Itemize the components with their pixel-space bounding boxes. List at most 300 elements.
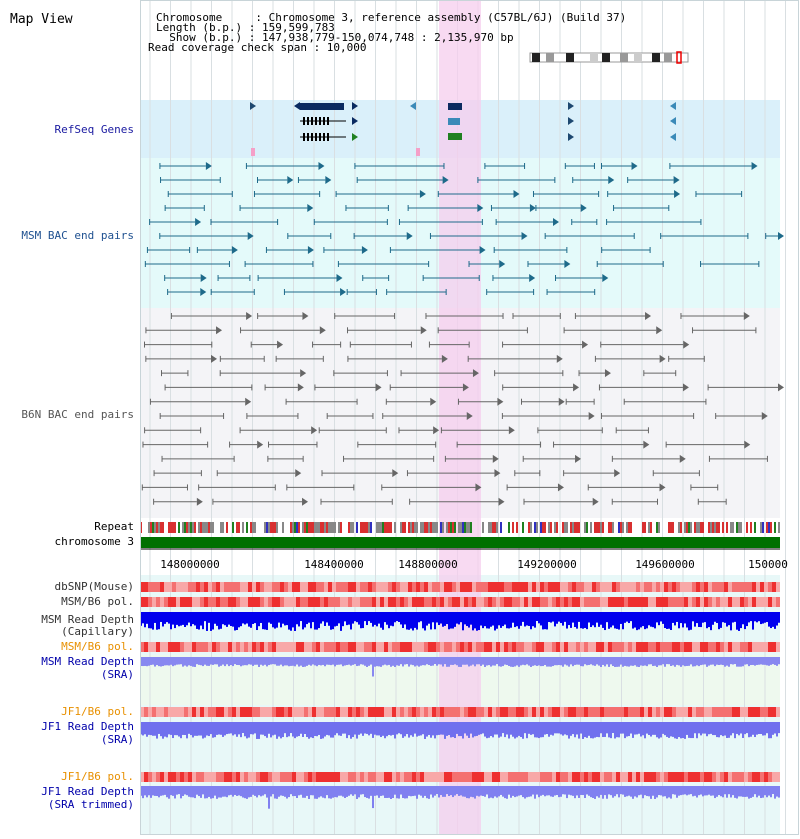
jf1-b6-pol-trim-strip[interactable] bbox=[372, 772, 376, 782]
msm-sra-depth-bar[interactable] bbox=[562, 657, 564, 667]
jf1-trim-depth-bar[interactable] bbox=[764, 786, 766, 795]
jf1-trim-depth-bar[interactable] bbox=[566, 786, 568, 798]
msm-sra-depth-bar[interactable] bbox=[662, 657, 664, 664]
msm-capillary-depth-bar[interactable] bbox=[404, 612, 406, 624]
jf1-b6-pol-trim-strip[interactable] bbox=[664, 772, 668, 782]
msm-capillary-depth-bar[interactable] bbox=[456, 612, 458, 624]
exon[interactable] bbox=[311, 133, 313, 141]
dbsnp-strip[interactable] bbox=[620, 582, 624, 592]
jf1-sra-depth-bar[interactable] bbox=[512, 722, 514, 737]
msm-sra-depth-bar[interactable] bbox=[262, 657, 264, 666]
msm-capillary-depth-bar[interactable] bbox=[190, 612, 192, 626]
msm-b6-pol-sra-strip[interactable] bbox=[236, 642, 240, 652]
jf1-trim-depth-bar[interactable] bbox=[492, 786, 494, 798]
jf1-b6-pol-trim-strip[interactable] bbox=[624, 772, 628, 782]
msm-sra-depth-bar[interactable] bbox=[314, 657, 316, 665]
msm-sra-depth-bar[interactable] bbox=[734, 657, 736, 664]
msm-b6-pol-sra-strip[interactable] bbox=[748, 642, 752, 652]
msm-capillary-depth-bar[interactable] bbox=[676, 612, 678, 622]
msm-b6-pol-strip[interactable] bbox=[648, 597, 652, 607]
jf1-trim-depth-bar[interactable] bbox=[346, 786, 348, 797]
msm-capillary-depth-bar[interactable] bbox=[756, 612, 758, 622]
msm-b6-pol-strip[interactable] bbox=[544, 597, 548, 607]
gene-block[interactable] bbox=[448, 103, 462, 110]
jf1-b6-pol-trim-strip[interactable] bbox=[352, 772, 356, 782]
msm-sra-depth-bar[interactable] bbox=[582, 657, 584, 666]
repeat-feature[interactable] bbox=[426, 522, 428, 533]
jf1-sra-depth-bar[interactable] bbox=[524, 722, 526, 733]
msm-b6-pol-strip[interactable] bbox=[592, 597, 596, 607]
jf1-trim-depth-bar[interactable] bbox=[644, 786, 646, 795]
dbsnp-strip[interactable] bbox=[148, 582, 152, 592]
jf1-b6-pol-strip[interactable] bbox=[228, 707, 232, 717]
jf1-b6-pol-trim-strip[interactable] bbox=[164, 772, 168, 782]
jf1-trim-depth-bar[interactable] bbox=[646, 786, 648, 796]
repeat-feature[interactable] bbox=[378, 522, 380, 533]
jf1-b6-pol-trim-strip[interactable] bbox=[148, 772, 152, 782]
msm-b6-pol-sra-strip[interactable] bbox=[336, 642, 340, 652]
msm-capillary-depth-bar[interactable] bbox=[358, 612, 360, 625]
repeat-feature[interactable] bbox=[602, 522, 604, 533]
msm-b6-pol-sra-strip[interactable] bbox=[620, 642, 624, 652]
jf1-trim-depth-bar[interactable] bbox=[330, 786, 332, 799]
msm-b6-pol-strip[interactable] bbox=[668, 597, 672, 607]
jf1-sra-depth-bar[interactable] bbox=[452, 722, 454, 737]
jf1-b6-pol-trim-strip[interactable] bbox=[760, 772, 764, 782]
jf1-trim-depth-bar[interactable] bbox=[520, 786, 522, 795]
msm-b6-pol-strip[interactable] bbox=[180, 597, 184, 607]
exon[interactable] bbox=[327, 117, 329, 125]
msm-sra-depth-bar[interactable] bbox=[708, 657, 710, 666]
jf1-b6-pol-strip[interactable] bbox=[740, 707, 744, 717]
msm-b6-pol-strip[interactable] bbox=[512, 597, 516, 607]
msm-sra-depth-bar[interactable] bbox=[254, 657, 256, 665]
jf1-sra-depth-bar[interactable] bbox=[420, 722, 422, 735]
msm-b6-pol-strip[interactable] bbox=[596, 597, 600, 607]
msm-b6-pol-sra-strip[interactable] bbox=[348, 642, 352, 652]
msm-capillary-depth-bar[interactable] bbox=[638, 612, 640, 629]
jf1-trim-depth-bar[interactable] bbox=[278, 786, 280, 797]
jf1-trim-depth-bar[interactable] bbox=[198, 786, 200, 796]
msm-capillary-depth-bar[interactable] bbox=[200, 612, 202, 626]
jf1-sra-depth-bar[interactable] bbox=[756, 722, 758, 735]
jf1-trim-depth-bar[interactable] bbox=[672, 786, 674, 794]
msm-sra-depth-bar[interactable] bbox=[674, 657, 676, 667]
msm-capillary-depth-bar[interactable] bbox=[282, 612, 284, 624]
msm-sra-depth-bar[interactable] bbox=[440, 657, 442, 665]
repeat-feature[interactable] bbox=[238, 522, 240, 533]
jf1-sra-depth-bar[interactable] bbox=[250, 722, 252, 734]
msm-b6-pol-sra-strip[interactable] bbox=[452, 642, 456, 652]
jf1-b6-pol-trim-strip[interactable] bbox=[564, 772, 568, 782]
jf1-sra-depth-bar[interactable] bbox=[286, 722, 288, 737]
msm-sra-depth-bar[interactable] bbox=[484, 657, 486, 667]
jf1-b6-pol-strip[interactable] bbox=[148, 707, 152, 717]
msm-sra-depth-bar[interactable] bbox=[596, 657, 598, 664]
msm-sra-depth-bar[interactable] bbox=[386, 657, 388, 665]
msm-b6-pol-strip[interactable] bbox=[384, 597, 388, 607]
msm-sra-depth-bar[interactable] bbox=[188, 657, 190, 665]
msm-sra-depth-bar[interactable] bbox=[328, 657, 330, 665]
jf1-b6-pol-trim-strip[interactable] bbox=[672, 772, 676, 782]
msm-sra-depth-bar[interactable] bbox=[154, 657, 156, 667]
jf1-b6-pol-trim-strip[interactable] bbox=[328, 772, 332, 782]
msm-sra-depth-bar[interactable] bbox=[216, 657, 218, 664]
jf1-b6-pol-strip[interactable] bbox=[764, 707, 768, 717]
jf1-trim-depth-bar[interactable] bbox=[190, 786, 192, 797]
jf1-sra-depth-bar[interactable] bbox=[434, 722, 436, 738]
dbsnp-strip[interactable] bbox=[268, 582, 272, 592]
msm-b6-pol-strip[interactable] bbox=[444, 597, 448, 607]
jf1-sra-depth-bar[interactable] bbox=[384, 722, 386, 738]
msm-b6-pol-strip[interactable] bbox=[708, 597, 712, 607]
jf1-b6-pol-trim-strip[interactable] bbox=[360, 772, 364, 782]
msm-capillary-depth-bar[interactable] bbox=[270, 612, 272, 624]
msm-capillary-depth-bar[interactable] bbox=[464, 612, 466, 624]
msm-sra-depth-bar[interactable] bbox=[718, 657, 720, 665]
msm-capillary-depth-bar[interactable] bbox=[418, 612, 420, 622]
jf1-b6-pol-strip[interactable] bbox=[376, 707, 380, 717]
jf1-trim-depth-bar[interactable] bbox=[282, 786, 284, 796]
repeat-feature[interactable] bbox=[270, 522, 272, 533]
msm-b6-pol-strip[interactable] bbox=[496, 597, 500, 607]
msm-b6-pol-strip[interactable] bbox=[172, 597, 176, 607]
msm-sra-depth-bar[interactable] bbox=[226, 657, 228, 664]
msm-sra-depth-bar[interactable] bbox=[456, 657, 458, 665]
jf1-trim-depth-bar[interactable] bbox=[766, 786, 768, 797]
dbsnp-strip[interactable] bbox=[596, 582, 600, 592]
jf1-trim-depth-bar[interactable] bbox=[214, 786, 216, 796]
msm-b6-pol-sra-strip[interactable] bbox=[564, 642, 568, 652]
jf1-trim-depth-bar[interactable] bbox=[474, 786, 476, 799]
msm-sra-depth-bar[interactable] bbox=[526, 657, 528, 664]
jf1-trim-depth-bar[interactable] bbox=[540, 786, 542, 796]
msm-b6-pol-sra-strip[interactable] bbox=[308, 642, 312, 652]
jf1-b6-pol-trim-strip[interactable] bbox=[320, 772, 324, 782]
jf1-b6-pol-strip[interactable] bbox=[364, 707, 368, 717]
repeat-feature[interactable] bbox=[382, 522, 384, 533]
msm-b6-pol-strip[interactable] bbox=[492, 597, 496, 607]
repeat-feature[interactable] bbox=[716, 522, 718, 533]
msm-b6-pol-strip[interactable] bbox=[584, 597, 588, 607]
jf1-sra-depth-bar[interactable] bbox=[312, 722, 314, 738]
repeat-feature[interactable] bbox=[528, 522, 530, 533]
jf1-trim-depth-bar[interactable] bbox=[326, 786, 328, 795]
jf1-trim-depth-bar[interactable] bbox=[148, 786, 150, 795]
track-label-msm-depth-capillary[interactable]: MSM Read Depth bbox=[41, 613, 134, 626]
repeat-feature[interactable] bbox=[668, 522, 670, 533]
msm-capillary-depth-bar[interactable] bbox=[532, 612, 534, 626]
jf1-trim-depth-bar[interactable] bbox=[184, 786, 186, 794]
msm-sra-depth-bar[interactable] bbox=[664, 657, 666, 667]
msm-capillary-depth-bar[interactable] bbox=[750, 612, 752, 621]
msm-capillary-depth-bar[interactable] bbox=[240, 612, 242, 626]
msm-b6-pol-sra-strip[interactable] bbox=[428, 642, 432, 652]
jf1-b6-pol-trim-strip[interactable] bbox=[444, 772, 448, 782]
exon[interactable] bbox=[303, 117, 305, 125]
jf1-sra-depth-bar[interactable] bbox=[668, 722, 670, 738]
msm-capillary-depth-bar[interactable] bbox=[766, 612, 768, 622]
jf1-trim-depth-bar[interactable] bbox=[670, 786, 672, 799]
msm-capillary-depth-bar[interactable] bbox=[672, 612, 674, 623]
jf1-b6-pol-strip[interactable] bbox=[616, 707, 620, 717]
msm-b6-pol-sra-strip[interactable] bbox=[680, 642, 684, 652]
repeat-feature[interactable] bbox=[562, 522, 564, 533]
jf1-trim-depth-bar[interactable] bbox=[688, 786, 690, 795]
msm-capillary-depth-bar[interactable] bbox=[426, 612, 428, 626]
msm-sra-depth-bar[interactable] bbox=[362, 657, 364, 665]
jf1-b6-pol-trim-strip[interactable] bbox=[304, 772, 308, 782]
msm-b6-pol-sra-strip[interactable] bbox=[536, 642, 540, 652]
msm-b6-pol-sra-strip[interactable] bbox=[420, 642, 424, 652]
msm-b6-pol-sra-strip[interactable] bbox=[472, 642, 476, 652]
dbsnp-strip[interactable] bbox=[316, 582, 320, 592]
dbsnp-strip[interactable] bbox=[524, 582, 528, 592]
jf1-sra-depth-bar[interactable] bbox=[216, 722, 218, 735]
msm-capillary-depth-bar[interactable] bbox=[590, 612, 592, 627]
dbsnp-strip[interactable] bbox=[416, 582, 420, 592]
msm-capillary-depth-bar[interactable] bbox=[502, 612, 504, 626]
msm-sra-depth-bar[interactable] bbox=[280, 657, 282, 665]
chromosome-ideogram[interactable] bbox=[530, 52, 688, 63]
repeat-feature[interactable] bbox=[232, 522, 234, 533]
msm-b6-pol-sra-strip[interactable] bbox=[160, 642, 164, 652]
msm-capillary-depth-bar[interactable] bbox=[732, 612, 734, 623]
jf1-trim-depth-bar[interactable] bbox=[560, 786, 562, 797]
repeat-feature[interactable] bbox=[544, 522, 546, 533]
jf1-b6-pol-trim-strip[interactable] bbox=[572, 772, 576, 782]
jf1-b6-pol-strip[interactable] bbox=[344, 707, 348, 717]
jf1-b6-pol-strip[interactable] bbox=[368, 707, 372, 717]
jf1-b6-pol-trim-strip[interactable] bbox=[156, 772, 160, 782]
jf1-b6-pol-strip[interactable] bbox=[512, 707, 516, 717]
jf1-trim-depth-bar[interactable] bbox=[204, 786, 206, 798]
jf1-trim-depth-bar[interactable] bbox=[634, 786, 636, 796]
jf1-b6-pol-trim-strip[interactable] bbox=[740, 772, 744, 782]
repeat-feature[interactable] bbox=[446, 522, 448, 533]
msm-b6-pol-sra-strip[interactable] bbox=[156, 642, 160, 652]
jf1-sra-depth-bar[interactable] bbox=[404, 722, 406, 736]
jf1-trim-depth-bar[interactable] bbox=[188, 786, 190, 797]
msm-sra-depth-bar[interactable] bbox=[698, 657, 700, 666]
jf1-sra-depth-bar[interactable] bbox=[744, 722, 746, 734]
jf1-sra-depth-bar[interactable] bbox=[278, 722, 280, 737]
dbsnp-strip[interactable] bbox=[504, 582, 508, 592]
msm-sra-depth-bar[interactable] bbox=[574, 657, 576, 665]
jf1-trim-depth-bar[interactable] bbox=[738, 786, 740, 796]
msm-capillary-depth-bar[interactable] bbox=[254, 612, 256, 623]
msm-b6-pol-sra-strip[interactable] bbox=[196, 642, 200, 652]
msm-b6-pol-sra-strip[interactable] bbox=[364, 642, 368, 652]
jf1-b6-pol-trim-strip[interactable] bbox=[532, 772, 536, 782]
jf1-sra-depth-bar[interactable] bbox=[190, 722, 192, 735]
repeat-feature[interactable] bbox=[420, 522, 422, 533]
dbsnp-strip[interactable] bbox=[476, 582, 480, 592]
repeat-feature[interactable] bbox=[680, 522, 682, 533]
repeat-feature[interactable] bbox=[432, 522, 434, 533]
jf1-trim-depth-bar[interactable] bbox=[690, 786, 692, 794]
msm-capillary-depth-bar[interactable] bbox=[222, 612, 224, 624]
msm-b6-pol-strip[interactable] bbox=[712, 597, 716, 607]
msm-b6-pol-sra-strip[interactable] bbox=[328, 642, 332, 652]
msm-capillary-depth-bar[interactable] bbox=[332, 612, 334, 629]
jf1-sra-depth-bar[interactable] bbox=[466, 722, 468, 736]
dbsnp-strip[interactable] bbox=[412, 582, 416, 592]
jf1-b6-pol-trim-strip[interactable] bbox=[628, 772, 632, 782]
jf1-sra-depth-bar[interactable] bbox=[202, 722, 204, 739]
exon[interactable] bbox=[319, 133, 321, 141]
jf1-b6-pol-trim-strip[interactable] bbox=[424, 772, 428, 782]
jf1-trim-depth-bar[interactable] bbox=[556, 786, 558, 795]
jf1-b6-pol-strip[interactable] bbox=[716, 707, 720, 717]
msm-capillary-depth-bar[interactable] bbox=[522, 612, 524, 622]
msm-capillary-depth-bar[interactable] bbox=[720, 612, 722, 628]
jf1-sra-depth-bar[interactable] bbox=[194, 722, 196, 736]
msm-sra-depth-bar[interactable] bbox=[366, 657, 368, 667]
repeat-feature[interactable] bbox=[380, 522, 382, 533]
repeat-feature[interactable] bbox=[404, 522, 406, 533]
jf1-sra-depth-bar[interactable] bbox=[176, 722, 178, 735]
jf1-trim-depth-bar[interactable] bbox=[616, 786, 618, 794]
jf1-sra-depth-bar[interactable] bbox=[334, 722, 336, 735]
jf1-b6-pol-strip[interactable] bbox=[712, 707, 716, 717]
jf1-trim-depth-bar[interactable] bbox=[230, 786, 232, 795]
repeat-feature[interactable] bbox=[586, 522, 588, 533]
msm-capillary-depth-bar[interactable] bbox=[616, 612, 618, 629]
repeat-feature[interactable] bbox=[442, 522, 444, 533]
msm-b6-pol-sra-strip[interactable] bbox=[404, 642, 408, 652]
jf1-b6-pol-trim-strip[interactable] bbox=[460, 772, 464, 782]
dbsnp-strip[interactable] bbox=[684, 582, 688, 592]
msm-capillary-depth-bar[interactable] bbox=[274, 612, 276, 629]
jf1-trim-depth-bar[interactable] bbox=[478, 786, 480, 796]
msm-b6-pol-strip[interactable] bbox=[612, 597, 616, 607]
jf1-sra-depth-bar[interactable] bbox=[652, 722, 654, 735]
jf1-sra-depth-bar[interactable] bbox=[374, 722, 376, 735]
jf1-trim-depth-bar[interactable] bbox=[406, 786, 408, 798]
repeat-feature[interactable] bbox=[326, 522, 328, 533]
jf1-b6-pol-strip[interactable] bbox=[192, 707, 196, 717]
msm-capillary-depth-bar[interactable] bbox=[348, 612, 350, 625]
msm-capillary-depth-bar[interactable] bbox=[760, 612, 762, 624]
repeat-feature[interactable] bbox=[610, 522, 612, 533]
msm-b6-pol-strip[interactable] bbox=[388, 597, 392, 607]
msm-b6-pol-sra-strip[interactable] bbox=[752, 642, 756, 652]
msm-b6-pol-strip[interactable] bbox=[688, 597, 692, 607]
jf1-trim-depth-bar[interactable] bbox=[536, 786, 538, 795]
jf1-trim-depth-bar[interactable] bbox=[172, 786, 174, 796]
dbsnp-strip[interactable] bbox=[624, 582, 628, 592]
msm-sra-depth-bar[interactable] bbox=[536, 657, 538, 666]
msm-b6-pol-sra-strip[interactable] bbox=[436, 642, 440, 652]
msm-b6-pol-strip[interactable] bbox=[752, 597, 756, 607]
msm-b6-pol-sra-strip[interactable] bbox=[396, 642, 400, 652]
jf1-trim-depth-bar[interactable] bbox=[724, 786, 726, 794]
msm-capillary-depth-bar[interactable] bbox=[166, 612, 168, 622]
jf1-trim-depth-bar[interactable] bbox=[440, 786, 442, 795]
msm-b6-pol-strip[interactable] bbox=[464, 597, 468, 607]
msm-sra-depth-bar[interactable] bbox=[380, 657, 382, 667]
jf1-sra-depth-bar[interactable] bbox=[600, 722, 602, 733]
jf1-trim-depth-bar[interactable] bbox=[544, 786, 546, 796]
jf1-b6-pol-trim-strip[interactable] bbox=[756, 772, 760, 782]
msm-capillary-depth-bar[interactable] bbox=[210, 612, 212, 631]
jf1-sra-depth-bar[interactable] bbox=[396, 722, 398, 734]
msm-b6-pol-strip[interactable] bbox=[156, 597, 160, 607]
msm-capillary-depth-bar[interactable] bbox=[438, 612, 440, 625]
msm-capillary-depth-bar[interactable] bbox=[478, 612, 480, 630]
msm-capillary-depth-bar[interactable] bbox=[598, 612, 600, 627]
jf1-trim-depth-bar[interactable] bbox=[168, 786, 170, 799]
track-label-jf1-b6-pol[interactable]: JF1/B6 pol. bbox=[61, 705, 134, 718]
jf1-trim-depth-bar[interactable] bbox=[396, 786, 398, 798]
jf1-b6-pol-trim-strip[interactable] bbox=[656, 772, 660, 782]
jf1-sra-depth-bar[interactable] bbox=[308, 722, 310, 739]
msm-capillary-depth-bar[interactable] bbox=[468, 612, 470, 628]
msm-capillary-depth-bar[interactable] bbox=[366, 612, 368, 625]
msm-capillary-depth-bar[interactable] bbox=[494, 612, 496, 630]
b6n-bac-pair-end[interactable] bbox=[778, 383, 784, 391]
dbsnp-strip[interactable] bbox=[668, 582, 672, 592]
jf1-trim-depth-bar[interactable] bbox=[338, 786, 340, 796]
jf1-trim-depth-bar[interactable] bbox=[322, 786, 324, 798]
msm-capillary-depth-bar[interactable] bbox=[374, 612, 376, 625]
jf1-b6-pol-trim-strip[interactable] bbox=[264, 772, 268, 782]
msm-capillary-depth-bar[interactable] bbox=[262, 612, 264, 629]
jf1-b6-pol-strip[interactable] bbox=[156, 707, 160, 717]
jf1-sra-depth-bar[interactable] bbox=[354, 722, 356, 735]
repeat-feature[interactable] bbox=[188, 522, 190, 533]
jf1-trim-depth-bar[interactable] bbox=[712, 786, 714, 796]
msm-sra-depth-bar[interactable] bbox=[490, 657, 492, 667]
msm-capillary-depth-bar[interactable] bbox=[472, 612, 474, 630]
jf1-sra-depth-bar[interactable] bbox=[344, 722, 346, 734]
msm-sra-depth-bar[interactable] bbox=[458, 657, 460, 667]
jf1-sra-depth-bar[interactable] bbox=[526, 722, 528, 738]
msm-sra-depth-bar[interactable] bbox=[430, 657, 432, 666]
dbsnp-strip[interactable] bbox=[760, 582, 764, 592]
jf1-b6-pol-trim-strip[interactable] bbox=[620, 772, 624, 782]
jf1-b6-pol-strip[interactable] bbox=[516, 707, 520, 717]
msm-capillary-depth-bar[interactable] bbox=[172, 612, 174, 625]
msm-sra-depth-bar[interactable] bbox=[628, 657, 630, 667]
jf1-trim-depth-bar[interactable] bbox=[298, 786, 300, 795]
jf1-trim-depth-bar[interactable] bbox=[418, 786, 420, 795]
msm-sra-depth-bar[interactable] bbox=[514, 657, 516, 666]
msm-capillary-depth-bar[interactable] bbox=[728, 612, 730, 625]
msm-sra-depth-bar[interactable] bbox=[486, 657, 488, 665]
gene-block[interactable] bbox=[448, 118, 460, 125]
msm-sra-depth-bar[interactable] bbox=[454, 657, 456, 664]
jf1-trim-depth-bar[interactable] bbox=[594, 786, 596, 799]
msm-b6-pol-strip[interactable] bbox=[404, 597, 408, 607]
jf1-trim-depth-bar[interactable] bbox=[186, 786, 188, 795]
jf1-b6-pol-strip[interactable] bbox=[324, 707, 328, 717]
msm-b6-pol-strip[interactable] bbox=[640, 597, 644, 607]
msm-sra-depth-bar[interactable] bbox=[558, 657, 560, 665]
jf1-sra-depth-bar[interactable] bbox=[704, 722, 706, 734]
msm-b6-pol-strip[interactable] bbox=[272, 597, 276, 607]
jf1-b6-pol-trim-strip[interactable] bbox=[452, 772, 456, 782]
msm-sra-depth-bar[interactable] bbox=[388, 657, 390, 665]
jf1-trim-depth-bar[interactable] bbox=[164, 786, 166, 795]
jf1-sra-depth-bar[interactable] bbox=[648, 722, 650, 735]
jf1-sra-depth-bar[interactable] bbox=[438, 722, 440, 735]
repeat-feature[interactable] bbox=[250, 522, 252, 533]
jf1-sra-depth-bar[interactable] bbox=[402, 722, 404, 738]
jf1-sra-depth-bar[interactable] bbox=[292, 722, 294, 737]
jf1-trim-depth-bar[interactable] bbox=[240, 786, 242, 796]
